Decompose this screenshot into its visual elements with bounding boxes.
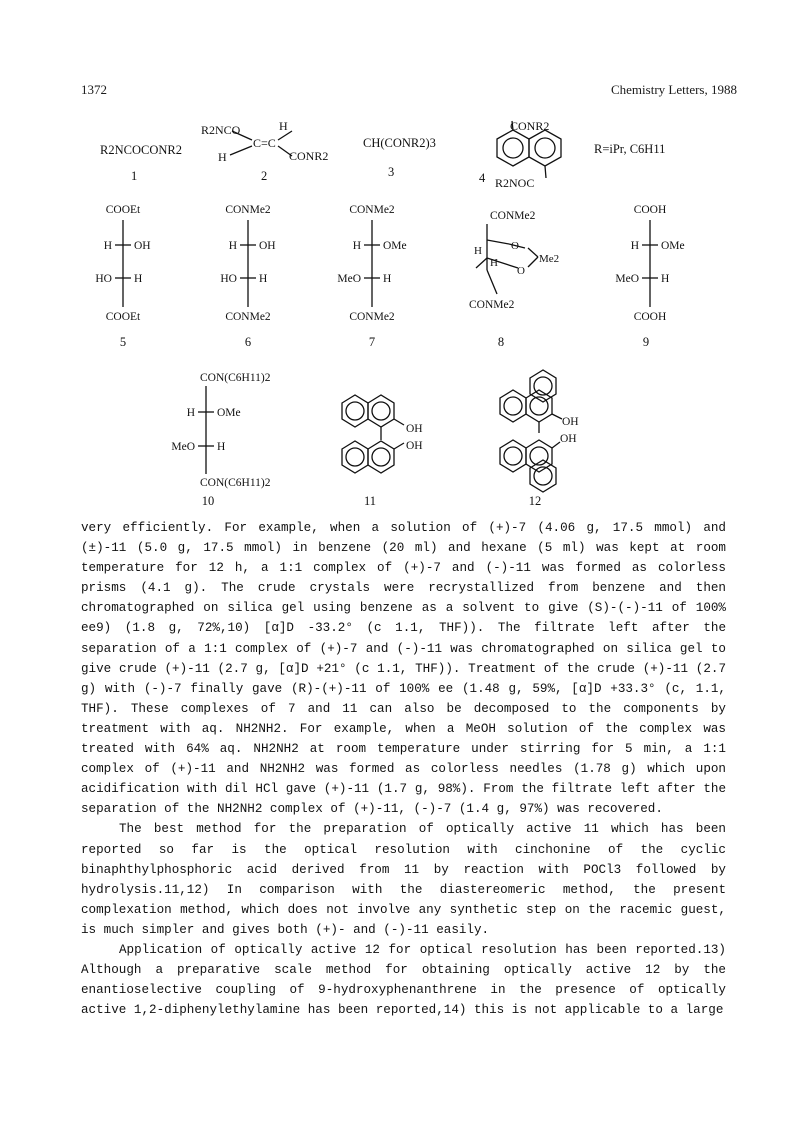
c6-r2r: H [259,273,268,285]
c7-r2l: MeO [337,273,361,285]
compound-number: 9 [642,335,650,349]
formula-4-part: CONR2 [510,119,550,133]
c9-top: COOH [633,204,667,216]
formula-2-part: CONR2 [289,149,329,163]
c6-bottom: CONMe2 [225,311,271,323]
c9-r2r: H [661,273,670,285]
formula-1: R2NCOCONR2 [100,143,182,157]
formula-4-part: R2NOC [495,176,535,190]
formula-3: CH(CONR2)3 [363,136,436,150]
body-text [81,518,726,1020]
formula-2-part: R2NCO [201,123,241,137]
c5-bottom: COOEt [105,311,141,323]
c6-r1r: OH [259,240,276,252]
c8-top: CONMe2 [490,210,536,222]
compound-number: 10 [201,494,215,508]
c7-r2r: H [383,273,392,285]
c8-h1: H [474,245,482,257]
c7-r1r: OMe [383,240,407,252]
c10-r2l: MeO [171,441,195,453]
formula-2-part: H [279,119,288,133]
c10-r1r: OMe [217,407,241,419]
c11-oh1: OH [406,423,423,435]
journal-header: Chemistry Letters, 1988 [610,82,737,97]
compound-number: 12 [528,494,542,508]
c5-r2r: H [134,273,143,285]
c9-r1l: H [630,240,639,252]
c10-r2r: H [217,441,226,453]
c11-oh2: OH [406,440,423,452]
paragraph-1: very efficiently. For example, when a solution of (+)-7 (4.06 g, 17.5 mmol) and (±)-11 (5.0 g, 17.5 mmol) in benzene (20 ml) and hexane (5 ml) was kept at room temperature for 12 h, a 1:1 complex of (+)-7 and (-)-11 was formed as colorless prisms (4.1 g). The crude crystals were recrystallized from benzene and then chromatographed on silica gel using benzene as a solvent to give (S)-(-)-11 of 100% ee9) (1.8 g, 72%,10) [α]D -33.2° (c 1.1, THF)). The filtrate left after the separation of a 1:1 complex of (+)-7 and (-)-11 was chromatographed on silica gel to give crude (+)-11 (2.7 g, [α]D +21° (c 1.1, THF)). Treatment of the crude (+)-11 (2.7 g) with (-)-7 finally gave (R)-(+)-11 of 100% ee (1.48 g, 59%, [α]D +33.3° (c, 1.1, THF). These complexes of 7 and 11 can also be decomposed to the components by treatment with aq. NH2NH2. For example, when a MeOH solution of the complex was treated with 64% aq. NH2NH2 at room temperature under stirring for 5 min, a 1:1 complex of (+)-11 and NH2NH2 was formed as colorless needles (1.78 g) which upon acidification with dil HCl gave (+)-11 (1.7 g, 98%). From the filtrate left after the separation of the NH2NH2 complex of (+)-11, (-)-7 (1.4 g, 97%) was recovered. [81,521,726,817]
chemical-structures [0,0,793,515]
r-definition: R=iPr, C6H11 [594,142,666,156]
c8-o2: O [517,265,525,277]
c10-top: CON(C6H11)2 [200,372,271,384]
compound-number: 8 [497,335,505,349]
c5-r1r: OH [134,240,151,252]
c9-r1r: OMe [661,240,685,252]
formula-2-part: H [218,150,227,164]
compound-number: 7 [368,335,376,349]
c9-r2l: MeO [615,273,639,285]
c12-oh1: OH [562,416,579,428]
c7-r1l: H [352,240,361,252]
c8-o1: O [511,240,519,252]
paragraph-2: The best method for the preparation of optically active 11 which has been reported so far is the optical resolution with cinchonine of the cyclic binaphthylphosphoric acid derived from 11 by reaction with POCl3 followed by hydrolysis.11,12) In comparison with the diastereomeric method, the present complexation method, which does not involve any synthetic step on the racemic guest, is much simpler and gives both (+)- and (-)-11 easily. [81,822,726,937]
c5-r2l: HO [95,273,112,285]
page-number: 1372 [81,82,107,97]
compound-number: 5 [119,335,127,349]
formula-2-part: C=C [253,136,276,150]
c7-top: CONMe2 [349,204,395,216]
c6-r1l: H [228,240,237,252]
c5-top: COOEt [105,204,141,216]
c8-me2: Me2 [539,253,560,265]
compound-number: 4 [479,171,486,185]
paragraph-3: Application of optically active 12 for optical resolution has been reported.13) Although a preparative scale method for obtaining optically active 12 by the enantioselective coupling of 9-hydroxyphenanthrene in the presence of optically active 1,2-diphenylethylamine has been reported,14) this is not applicable to a large [81,942,726,1018]
compound-number: 11 [363,494,377,508]
c6-top: CONMe2 [225,204,271,216]
compound-number: 2 [261,169,268,183]
compound-number: 6 [244,335,252,349]
c12-oh2: OH [560,433,577,445]
c8-h2: H [490,257,498,269]
c7-bottom: CONMe2 [349,311,395,323]
c10-bottom: CON(C6H11)2 [200,477,271,489]
c6-r2l: HO [220,273,237,285]
compound-number: 1 [131,169,138,183]
c9-bottom: COOH [633,311,667,323]
c10-r1l: H [186,407,195,419]
c5-r1l: H [103,240,112,252]
c8-bottom: CONMe2 [469,299,515,311]
compound-number: 3 [388,165,395,179]
